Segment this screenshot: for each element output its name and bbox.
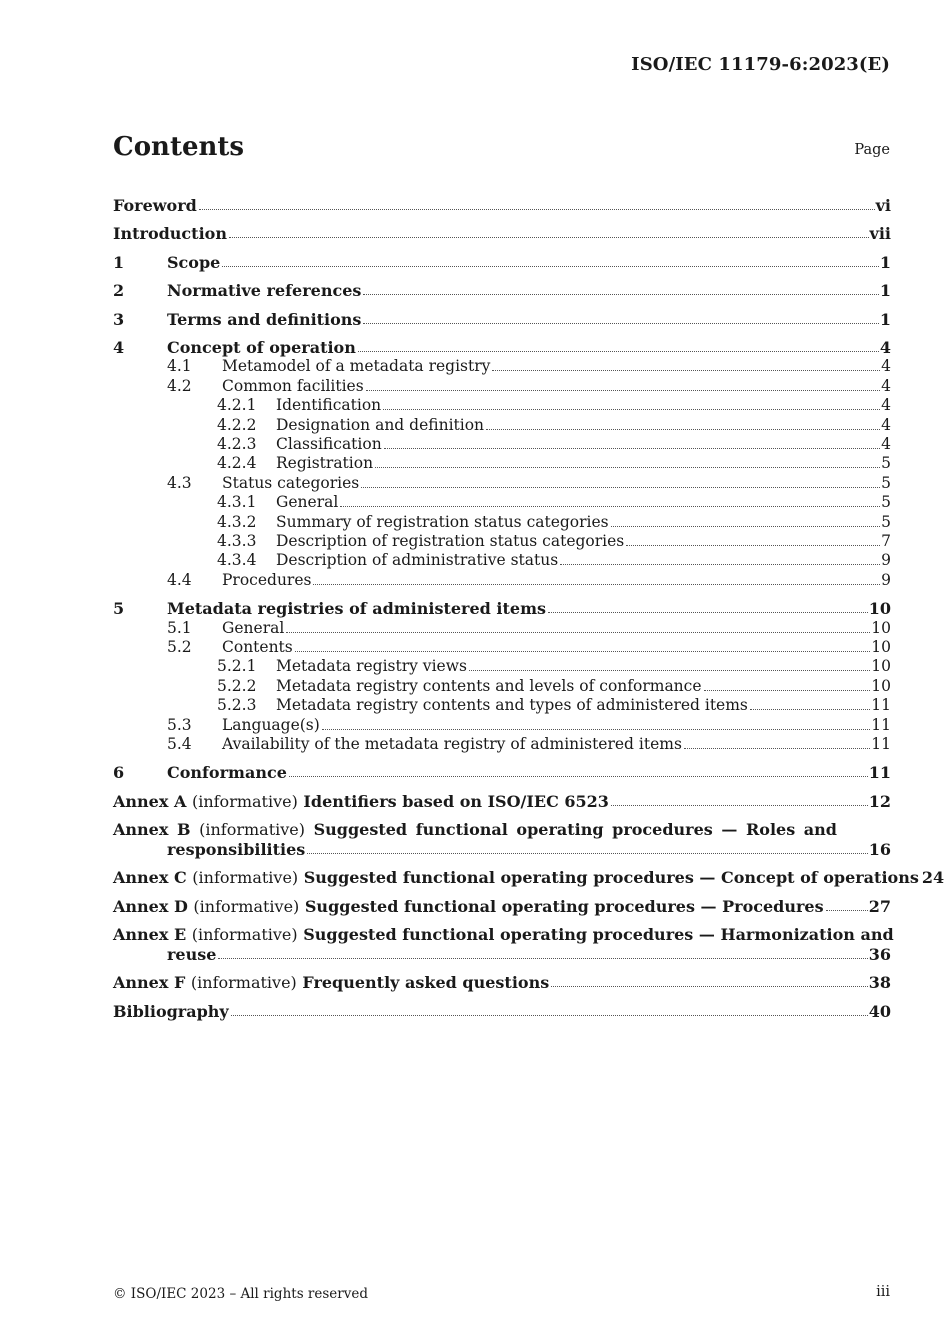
document-id: ISO/IEC 11179-6:2023(E) [631,54,890,75]
toc-entry-4-3-4[interactable]: 4.3.4 Description of administrative status 9 [217,551,891,570]
toc-entry-4-2-3[interactable]: 4.2.3 Classification 4 [217,434,891,453]
toc-entry-4-3-1[interactable]: 4.3.1 General 5 [217,493,891,512]
toc-entry-3[interactable]: 3 Terms and definitions 1 [113,309,891,329]
toc-entry-4[interactable]: 4 Concept of operation 4 [113,338,891,357]
toc-entry-foreword[interactable]: Foreword vi [113,195,891,215]
toc-entry-4-2[interactable]: 4.2 Common facilities 4 [167,376,891,395]
toc-entry-annex-e[interactable]: Annex E (informative) Suggested functional operating procedures — Harmonization and [113,925,894,945]
toc-entry-annex-d[interactable]: Annex D (informative) Suggested functional operating procedures — Procedures 27 [113,896,891,916]
toc-entry-introduction[interactable]: Introduction vii [113,224,891,243]
toc-entry-2[interactable]: 2 Normative references 1 [113,281,891,300]
toc-entry-4-2-1[interactable]: 4.2.1 Identification 4 [217,396,891,415]
toc-entry-1[interactable]: 1 Scope 1 [113,252,891,272]
toc-entry-4-3-2[interactable]: 4.3.2 Summary of registration status categories 5 [217,512,891,531]
toc-entry-bibliography[interactable]: Bibliography 40 [113,1001,891,1021]
table-of-contents [113,186,945,1021]
toc-entry-5-2-1[interactable]: 5.2.1 Metadata registry views 10 [217,657,891,676]
toc-entry-annex-b[interactable]: Annex B (informative) Suggested functional operating procedures — Roles and [113,820,837,840]
toc-entry-4-2-4[interactable]: 4.2.4 Registration 5 [217,454,891,473]
toc-entry-4-2-2[interactable]: 4.2.2 Designation and definition 4 [217,415,891,434]
page-number: iii [876,1284,890,1300]
toc-entry-4-3[interactable]: 4.3 Status categories 5 [167,473,891,492]
toc-entry-5[interactable]: 5 Metadata registries of administered items 10 [113,599,891,619]
toc-entry-4-1[interactable]: 4.1 Metamodel of a metadata registry 4 [167,357,891,376]
copyright-notice: © ISO/IEC 2023 – All rights reserved [113,1286,368,1302]
toc-entry-annex-a[interactable]: Annex A (informative) Identifiers based on ISO/IEC 6523 12 [113,791,891,811]
toc-entry-5-2[interactable]: 5.2 Contents 10 [167,637,891,656]
toc-entry-5-3[interactable]: 5.3 Language(s) 11 [167,715,891,734]
toc-entry-4-3-3[interactable]: 4.3.3 Description of registration status categories 7 [217,531,891,550]
toc-entry-annex-f[interactable]: Annex F (informative) Frequently asked questions 38 [113,973,891,993]
toc-entry-annex-e-continued[interactable]: reuse 36 [167,944,891,964]
page-column-label: Page [854,142,890,158]
toc-entry-5-1[interactable]: 5.1 General 10 [167,618,891,637]
toc-entry-annex-c[interactable]: Annex C (informative) Suggested functional operating procedures — Concept of operations 24 [113,868,945,888]
toc-entry-5-2-2[interactable]: 5.2.2 Metadata registry contents and levels of conformance 10 [217,676,891,695]
toc-entry-annex-b-continued[interactable]: responsibilities 16 [167,839,891,859]
toc-entry-5-2-3[interactable]: 5.2.3 Metadata registry contents and types of administered items 11 [217,696,891,715]
toc-entry-6[interactable]: 6 Conformance 11 [113,763,891,783]
toc-entry-4-4[interactable]: 4.4 Procedures 9 [167,570,891,589]
toc-entry-5-4[interactable]: 5.4 Availability of the metadata registry of administered items 11 [167,734,891,753]
contents-title: Contents [113,132,245,162]
